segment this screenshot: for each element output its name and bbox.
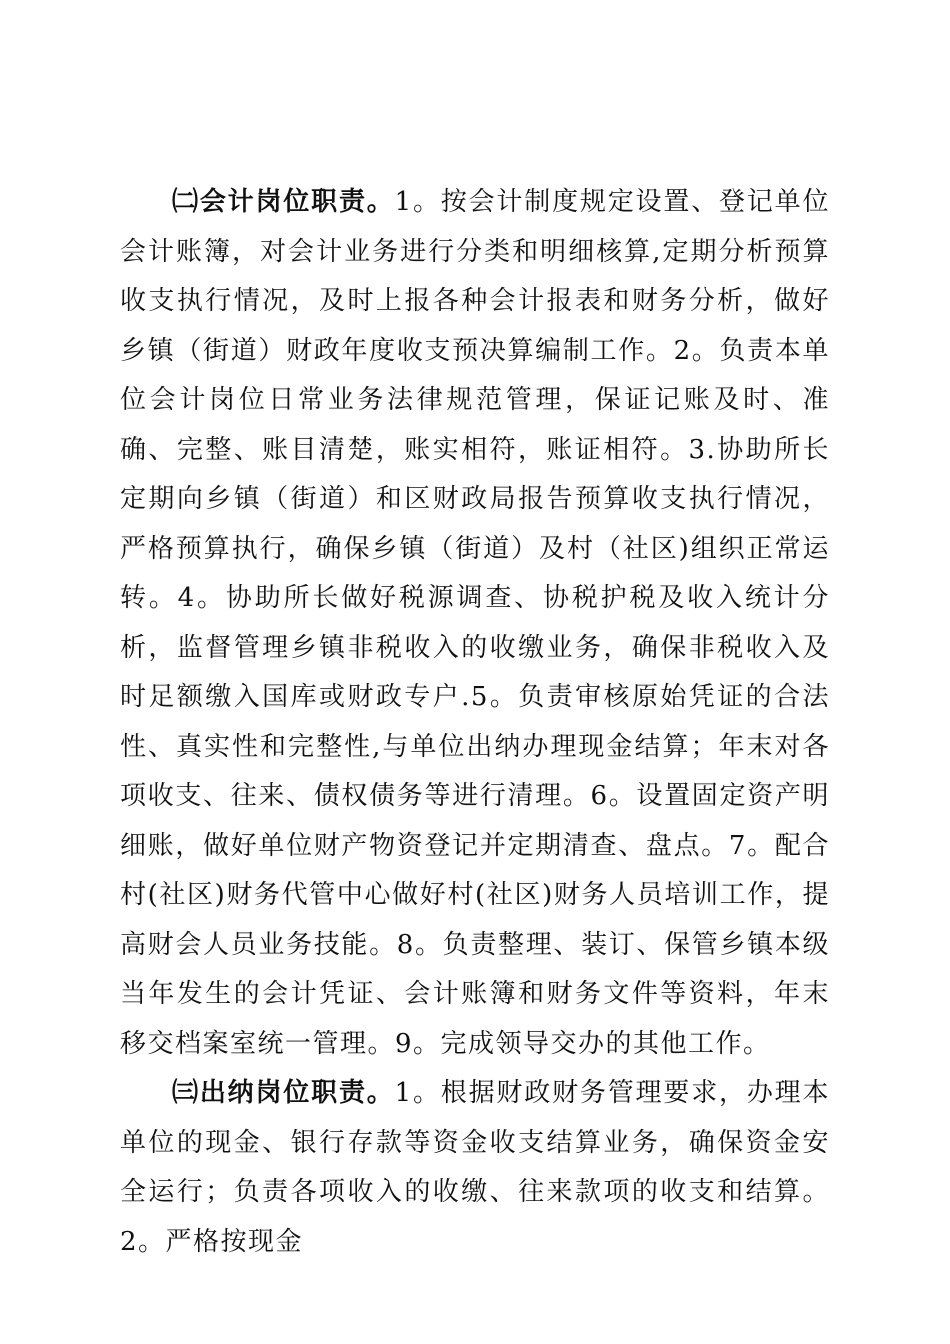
- paragraph-body-accounting: 1。按会计制度规定设置、登记单位会计账簿，对会计业务进行分类和明细核算,定期分析预算收支执行情况，及时上报各种会计报表和财务分析，做好乡镇（街道）财政年度收支预决算编制工作。2。负责本单位会计岗位日常业务法律规范管理，保证记账及时、准确、完整、账目清楚，账实相符，账证相符。3.协助所长定期向乡镇（街道）和区财政局报告预算收支执行情况，严格预算执行，确保乡镇（街道）及村（社区)组织正常运转。4。协助所长做好税源调查、协税护税及收入统计分析，监督管理乡镇非税收入的收缴业务，确保非税收入及时足额缴入国库或财政专户.5。负责审核原始凭证的合法性、真实性和完整性,与单位出纳办理现金结算；年末对各项收支、往来、债权债务等进行清理。6。设置固定资产明细账，做好单位财产物资登记并定期清查、盘点。7。配合村(社区)财务代管中心做好村(社区)财务人员培训工作，提高财会人员业务技能。8。负责整理、装订、保管乡镇本级当年发生的会计凭证、会计账簿和财务文件等资料，年末移交档案室统一管理。9。完成领导交办的其他工作。: [120, 187, 830, 1059]
- section-heading-cashier: ㈢出纳岗位职责。: [172, 1078, 395, 1108]
- paragraph-accounting-duties: [120, 178, 830, 1069]
- paragraph-cashier-duties: [120, 1069, 830, 1267]
- document-page: [120, 178, 830, 1267]
- section-heading-accounting: ㈡会计岗位职责。: [172, 187, 395, 217]
- paragraph-body-cashier: 1。根据财政财务管理要求，办理本单位的现金、银行存款等资金收支结算业务，确保资金安全运行；负责各项收入的收缴、往来款项的收支和结算。2。严格按现金: [120, 1078, 830, 1257]
